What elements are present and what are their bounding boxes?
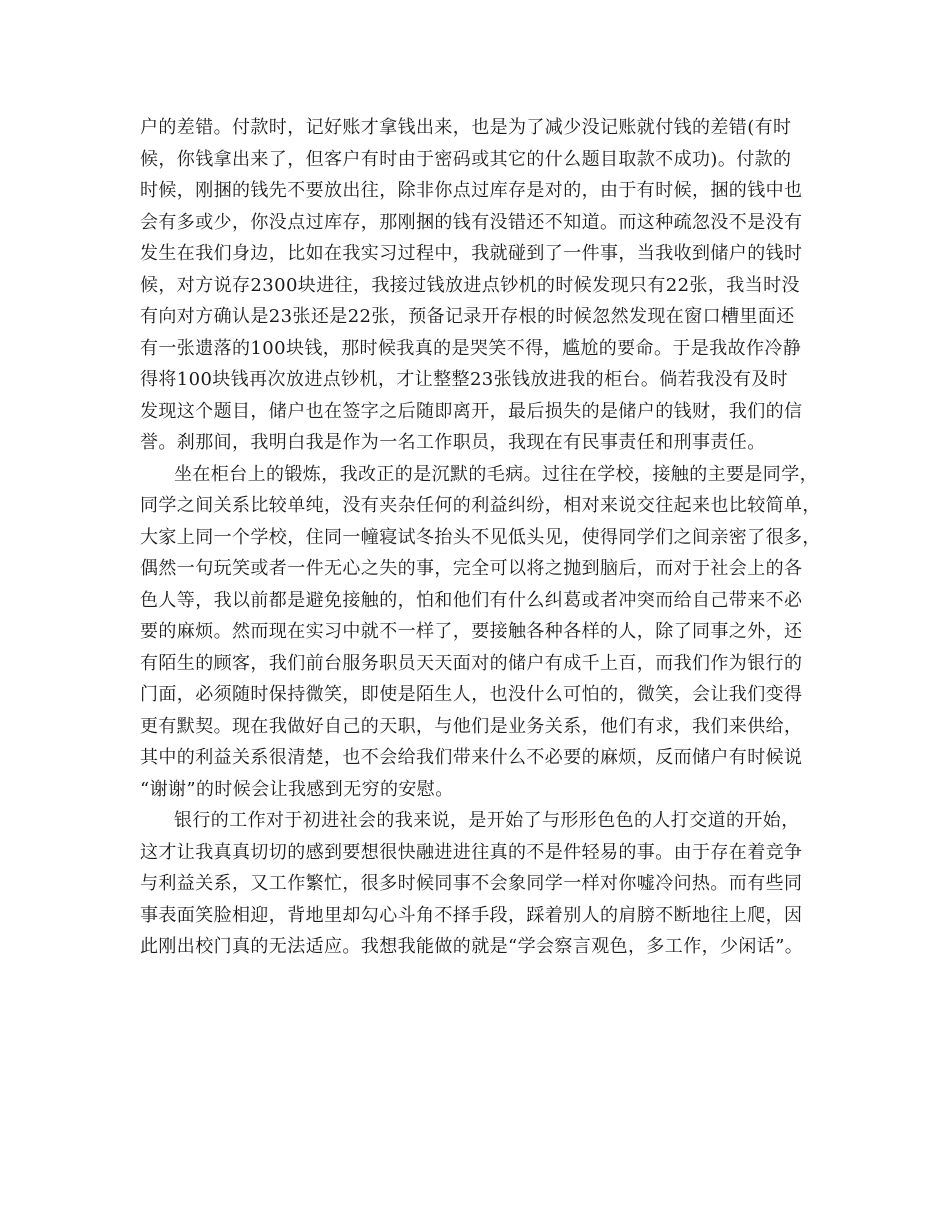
- body-text: [140, 112, 840, 963]
- text-line: 誉。刹那间，我明白我是作为一名工作职员，我现在有民事责任和刑事责任。: [140, 432, 766, 453]
- text-line: 发生在我们身边，比如在我实习过程中，我就碰到了一件事，当我收到储户的钱时: [140, 243, 803, 264]
- text-line: 与利益关系，又工作繁忙，很多时候同事不会象同学一样对你嘘冷问热。而有些同: [140, 873, 803, 894]
- text-line: 偶然一句玩笑或者一件无心之失的事，完全可以将之抛到脑后，而对于社会上的各: [140, 558, 803, 579]
- text-line: 此刚出校门真的无法适应。我想我能做的就是“学会察言观色，多工作，少闲话”。: [140, 936, 804, 957]
- text-line: 这才让我真真切切的感到要想很快融进进往真的不是件轻易的事。由于存在着竞争: [140, 841, 803, 863]
- text-line: 更有默契。现在我做好自己的天职，与他们是业务关系，他们有求，我们来供给，: [140, 715, 803, 737]
- text-line: 候，对方说存2300块进往，我接过钱放进点钞机的时候发现只有22张，我当时没: [140, 274, 800, 296]
- text-line: 要的麻烦。然而现在实习中就不一样了，要接触各种各样的人，除了同事之外，还: [140, 621, 803, 642]
- text-line: 得将100块钱再次放进点钞机，才让整整23张钱放进我的柜台。倘若我没有及时: [140, 369, 789, 390]
- text-line: 有一张遗落的100块钱，那时候我真的是哭笑不得，尴尬的要命。于是我故作冷静: [140, 337, 802, 359]
- text-line: 色人等，我以前都是避免接触的，怕和他们有什么纠葛或者冲突而给自己带来不必: [140, 589, 803, 611]
- text-line: 户的差错。付款时，记好账才拿钱出来，也是为了减少没记账就付钱的差错(有时: [140, 117, 792, 138]
- text-line: 有陌生的顾客，我们前台服务职员天天面对的储户有成千上百，而我们作为银行的: [140, 652, 803, 674]
- text-line: 有向对方确认是23张还是22张，预备记录开存根的时候忽然发现在窗口槽里面还: [140, 306, 795, 327]
- text-line: 其中的利益关系很清楚，也不会给我们带来什么不必要的麻烦，反而储户有时候说: [140, 747, 803, 768]
- text-line: 大家上同一个学校，住同一幢寝试冬抬头不见低头见，使得同学们之间亲密了很多，: [140, 526, 821, 548]
- text-line: 发现这个题目，储户也在签字之后随即离开，最后损失的是储户的钱财，我们的信: [140, 400, 803, 422]
- paragraph-start-line: 坐在柜台上的锻炼，我改正的是沉默的毛病。过往在学校，接触的主要是同学，: [174, 463, 818, 485]
- text-line: 会有多或少，你没点过库存，那刚捆的钱有没错还不知道。而这种疏忽没不是没有: [140, 211, 803, 233]
- text-line: 门面，必须随时保持微笑，即使是陌生人，也没什么可怕的，微笑，会让我们变得: [140, 684, 803, 705]
- paragraph-start-line: 银行的工作对于初进社会的我来说，是开始了与形形色色的人打交道的开始，: [174, 810, 800, 831]
- text-line: 候，你钱拿出来了，但客户有时由于密码或其它的什么题目取款不成功)。付款的: [140, 148, 792, 170]
- text-line: 事表面笑脸相迎，背地里却勾心斗角不择手段，踩着别人的肩膀不断地往上爬，因: [140, 904, 803, 926]
- text-line: 时候，刚捆的钱先不要放出往，除非你点过库存是对的，由于有时候，捆的钱中也: [140, 180, 803, 201]
- text-line: 同学之间关系比较单纯，没有夹杂任何的利益纠纷，相对来说交往起来也比较简单，: [140, 495, 821, 516]
- text-line: “谢谢”的时候会让我感到无穷的安慰。: [140, 778, 454, 800]
